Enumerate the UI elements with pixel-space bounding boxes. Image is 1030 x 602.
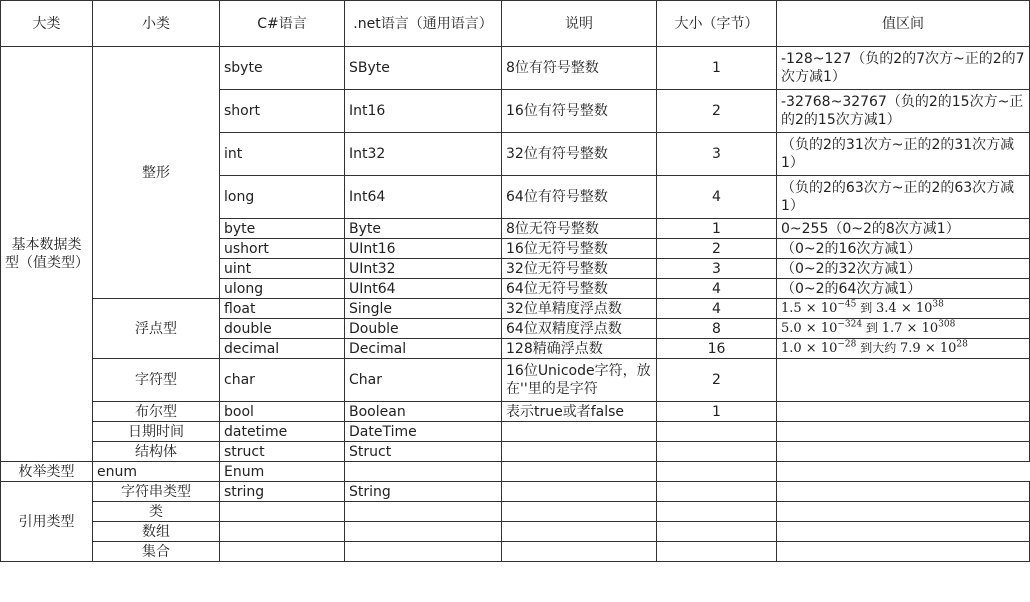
- cell-cs: uint: [220, 259, 345, 279]
- cell-range: -128~127（负的2的7次方~正的2的7次方减1）: [777, 47, 1030, 90]
- cell-range: [777, 402, 1030, 422]
- range-mantissa-max: 3.4 × 10: [876, 301, 933, 316]
- cell-desc: [502, 522, 657, 542]
- subcategory-float: 浮点型: [93, 299, 220, 359]
- table-row: [1, 402, 1030, 422]
- cell-desc: 8位无符号整数: [502, 219, 657, 239]
- cell-desc: 64位有符号整数: [502, 176, 657, 219]
- subcategory-bool: 布尔型: [93, 402, 220, 422]
- cell-net: Int16: [345, 90, 502, 133]
- cell-size: 2: [657, 239, 777, 259]
- cell-size: 1: [657, 402, 777, 422]
- cell-size: 3: [657, 133, 777, 176]
- cell-size: 8: [657, 319, 777, 339]
- cell-cs: struct: [220, 442, 345, 462]
- cell-net: Int32: [345, 133, 502, 176]
- table-row: [1, 299, 1030, 319]
- cell-net: UInt64: [345, 279, 502, 299]
- cell-range: [777, 502, 1030, 522]
- cell-size: [657, 442, 777, 462]
- cell-net: [345, 522, 502, 542]
- cell-size: 16: [657, 339, 777, 359]
- category-reference: 引用类型: [1, 482, 93, 562]
- cell-cs: ushort: [220, 239, 345, 259]
- cell-cs: [220, 502, 345, 522]
- cell-net: [345, 502, 502, 522]
- table-row: [1, 47, 1030, 90]
- cell-range: [777, 542, 1030, 562]
- range-exponent-min: −324: [837, 319, 863, 330]
- range-separator: 到大约: [856, 341, 901, 355]
- cell-net: Enum: [220, 462, 345, 482]
- cell-range: （负的2的63次方~正的2的63次方减1）: [777, 176, 1030, 219]
- cell-size: 4: [657, 299, 777, 319]
- range-mantissa-max: 1.7 × 10: [881, 321, 939, 336]
- cell-net: Decimal: [345, 339, 502, 359]
- cell-desc: 32位单精度浮点数: [502, 299, 657, 319]
- cell-desc: [345, 462, 502, 482]
- cell-range: -32768~32767（负的2的15次方~正的2的15次方减1）: [777, 90, 1030, 133]
- cell-net: SByte: [345, 47, 502, 90]
- cell-desc: 8位有符号整数: [502, 47, 657, 90]
- table-row: [1, 522, 1030, 542]
- subcategory-array: 数组: [93, 522, 220, 542]
- cell-size: 2: [657, 359, 777, 402]
- header-row: [1, 1, 1030, 47]
- cell-desc: [502, 442, 657, 462]
- range-mantissa-min: 1.5 × 10: [781, 301, 838, 316]
- table-row: [1, 422, 1030, 442]
- cell-size: [657, 422, 777, 442]
- cell-desc: 16位无符号整数: [502, 239, 657, 259]
- header-csharp: C#语言: [220, 1, 345, 47]
- header-subcategory: 小类: [93, 1, 220, 47]
- subcategory-datetime: 日期时间: [93, 422, 220, 442]
- range-mantissa-max: 7.9 × 10: [900, 341, 957, 356]
- cell-net: Struct: [345, 442, 502, 462]
- table-row: [1, 462, 1030, 482]
- cell-net: Char: [345, 359, 502, 402]
- cell-desc: 16位有符号整数: [502, 90, 657, 133]
- cell-cs: double: [220, 319, 345, 339]
- cell-range: [777, 522, 1030, 542]
- range-exponent-max: 38: [932, 299, 944, 310]
- subcategory-integer: 整形: [93, 47, 220, 299]
- cell-size: 2: [657, 90, 777, 133]
- subcategory-class: 类: [93, 502, 220, 522]
- range-exponent-min: −28: [837, 339, 857, 350]
- cell-range: [777, 299, 1030, 319]
- cell-size: [657, 502, 777, 522]
- cell-cs: datetime: [220, 422, 345, 442]
- cell-desc: [502, 542, 657, 562]
- cell-cs: float: [220, 299, 345, 319]
- subcategory-collection: 集合: [93, 542, 220, 562]
- cell-net: [345, 542, 502, 562]
- cell-cs: int: [220, 133, 345, 176]
- cell-range: （0~2的64次方减1）: [777, 279, 1030, 299]
- table-row: [1, 482, 1030, 502]
- cell-net: String: [345, 482, 502, 502]
- table-row: [1, 359, 1030, 402]
- cell-net: Byte: [345, 219, 502, 239]
- cell-cs: [220, 522, 345, 542]
- cell-range: [777, 339, 1030, 359]
- subcategory-struct: 结构体: [93, 442, 220, 462]
- header-dotnet: .net语言（通用语言）: [345, 1, 502, 47]
- cell-desc: 16位Unicode字符，放在''里的是字符: [502, 359, 657, 402]
- header-range: 值区间: [777, 1, 1030, 47]
- cell-net: Int64: [345, 176, 502, 219]
- cell-cs: short: [220, 90, 345, 133]
- cell-range: 0~255（0~2的8次方减1）: [777, 219, 1030, 239]
- cell-range: （0~2的32次方减1）: [777, 259, 1030, 279]
- range-exponent-max: 308: [938, 319, 956, 330]
- cell-net: UInt16: [345, 239, 502, 259]
- cell-net: Double: [345, 319, 502, 339]
- cell-size: 4: [657, 279, 777, 299]
- cell-cs: decimal: [220, 339, 345, 359]
- subcategory-char: 字符型: [93, 359, 220, 402]
- cell-range: [777, 442, 1030, 462]
- cell-net: UInt32: [345, 259, 502, 279]
- cell-size: 1: [657, 47, 777, 90]
- cell-desc: [502, 482, 657, 502]
- cell-size: [657, 522, 777, 542]
- cell-desc: 32位无符号整数: [502, 259, 657, 279]
- cell-range: [777, 482, 1030, 502]
- cell-size: 1: [657, 219, 777, 239]
- cell-range: [657, 462, 777, 482]
- cell-range: [777, 422, 1030, 442]
- table-row: [1, 542, 1030, 562]
- cell-desc: [502, 502, 657, 522]
- cell-size: [657, 482, 777, 502]
- cell-net: Boolean: [345, 402, 502, 422]
- cell-desc: 128精确浮点数: [502, 339, 657, 359]
- cell-net: Single: [345, 299, 502, 319]
- table-row: [1, 442, 1030, 462]
- subcategory-enum: 枚举类型: [1, 462, 93, 482]
- cell-cs: bool: [220, 402, 345, 422]
- cell-size: 4: [657, 176, 777, 219]
- cell-desc: 表示true或者false: [502, 402, 657, 422]
- cell-range: [777, 359, 1030, 402]
- cell-size: [502, 462, 657, 482]
- cell-desc: [502, 422, 657, 442]
- cell-desc: 32位有符号整数: [502, 133, 657, 176]
- cell-desc: 64位无符号整数: [502, 279, 657, 299]
- cell-size: [657, 542, 777, 562]
- range-separator: 到: [862, 321, 882, 335]
- range-mantissa-min: 1.0 × 10: [781, 341, 838, 356]
- cell-desc: 64位双精度浮点数: [502, 319, 657, 339]
- cell-cs: char: [220, 359, 345, 402]
- cell-cs: string: [220, 482, 345, 502]
- cell-cs: [220, 542, 345, 562]
- cell-size: 3: [657, 259, 777, 279]
- table-row: [1, 502, 1030, 522]
- header-size: 大小（字节）: [657, 1, 777, 47]
- cell-range: （负的2的31次方~正的2的31次方减1）: [777, 133, 1030, 176]
- cell-net: DateTime: [345, 422, 502, 442]
- range-exponent-min: −45: [837, 299, 857, 310]
- cell-cs: long: [220, 176, 345, 219]
- subcategory-string: 字符串类型: [93, 482, 220, 502]
- cell-cs: ulong: [220, 279, 345, 299]
- range-separator: 到: [856, 301, 877, 315]
- range-mantissa-min: 5.0 × 10: [781, 321, 838, 336]
- cell-range: （0~2的16次方减1）: [777, 239, 1030, 259]
- cell-cs: byte: [220, 219, 345, 239]
- category-basic: 基本数据类型（值类型）: [1, 47, 93, 462]
- range-exponent-max: 28: [956, 339, 968, 350]
- cell-cs: enum: [93, 462, 220, 482]
- header-description: 说明: [502, 1, 657, 47]
- cell-cs: sbyte: [220, 47, 345, 90]
- cell-range: [777, 319, 1030, 339]
- header-category: 大类: [1, 1, 93, 47]
